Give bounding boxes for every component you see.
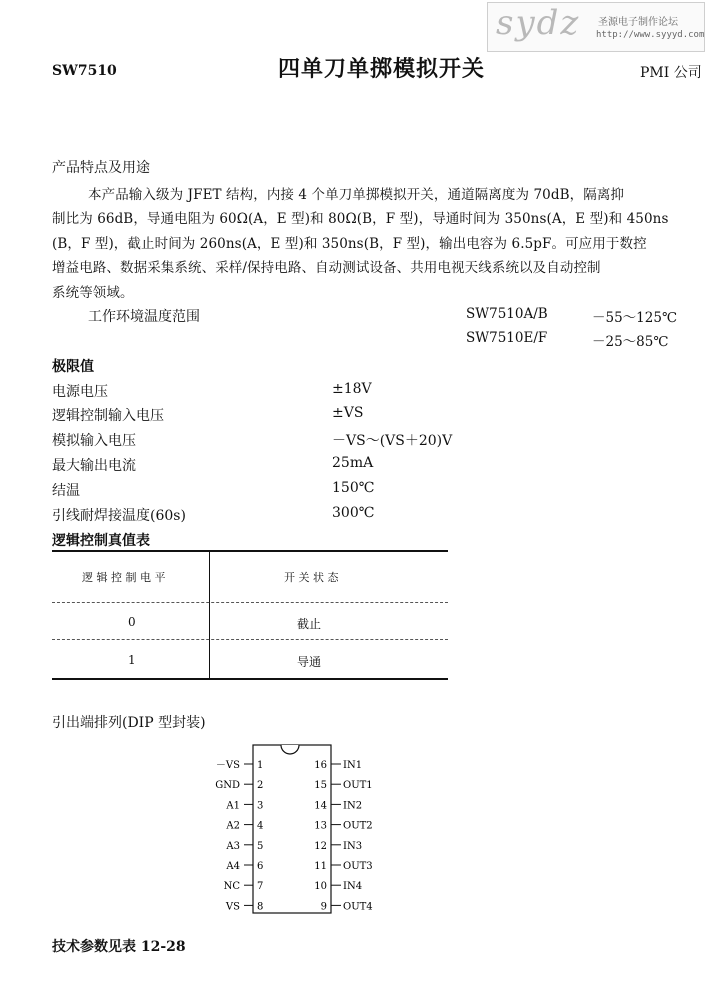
ratings-heading: 极限值 — [52, 359, 94, 375]
rating-value: 300℃ — [332, 505, 375, 521]
pin-name-left: GND — [215, 780, 240, 792]
temperature-label: 工作环境温度范围 — [88, 309, 200, 325]
pin-name-right: OUT2 — [343, 820, 373, 832]
features-line: 制比为 66dB，导通电阻为 60Ω(A，E 型)和 80Ω(B，F 型)，导通时间为 350ns(A，E 型)和 450ns — [52, 211, 669, 227]
footer-note: 技术参数见表 12-28 — [52, 939, 186, 955]
temperature-model: SW7510A/B — [466, 306, 548, 322]
table-cell-state: 截止 — [297, 617, 322, 631]
pin-name-right: IN4 — [343, 881, 363, 893]
pin-number-left: 1 — [257, 760, 264, 771]
pin-number-right: 9 — [320, 901, 327, 913]
watermark-site-name: 圣源电子制作论坛 — [598, 17, 678, 28]
pin-number-left: 4 — [257, 820, 264, 832]
rating-value: ±18V — [332, 381, 372, 397]
rating-label: 逻辑控制输入电压 — [52, 408, 164, 424]
rating-value: 150℃ — [332, 480, 375, 496]
table-rule-header — [52, 602, 448, 604]
table-column-divider — [209, 550, 210, 680]
pin-name-left: A4 — [226, 861, 240, 872]
pin-number-right: 12 — [314, 840, 327, 852]
pin-name-right: OUT3 — [343, 861, 373, 872]
pin-name-left: A3 — [226, 840, 240, 852]
pin-number-left: 6 — [257, 861, 264, 872]
pin-number-right: 15 — [314, 780, 327, 792]
features-heading: 产品特点及用途 — [52, 160, 150, 176]
pin-name-right: IN1 — [343, 760, 363, 771]
pin-name-left: VS — [225, 901, 240, 913]
table-cell-level: 0 — [128, 615, 136, 629]
table-rule-bottom — [52, 678, 448, 680]
pin-number-right: 10 — [314, 881, 327, 893]
features-line: 增益电路、数据采集系统、采样/保持电路、自动测试设备、共用电视天线系统以及自动控制 — [52, 260, 601, 276]
temperature-model: SW7510E/F — [466, 330, 548, 346]
pin-number-left: 7 — [257, 881, 264, 893]
table-rule-middle — [52, 639, 448, 641]
pin-name-left: －VS — [215, 760, 240, 771]
truth-table — [52, 550, 448, 680]
table-cell-level: 1 — [128, 653, 136, 667]
pin-number-right: 16 — [314, 760, 327, 771]
table-rule-top — [52, 550, 448, 552]
pin1-notch — [281, 745, 299, 754]
features-line: (B，F 型)，截止时间为 260ns(A，E 型)和 350ns(B，F 型)，输出电容为 6.5pF。可应用于数控 — [52, 236, 647, 252]
rating-value: ±VS — [332, 405, 364, 421]
temperature-range: －25～85℃ — [592, 334, 669, 350]
rating-value: 25mA — [332, 455, 374, 471]
rating-label: 结温 — [52, 483, 80, 499]
rating-label: 最大输出电流 — [52, 458, 136, 474]
pin-name-right: IN3 — [343, 840, 363, 852]
pin-number-right: 14 — [314, 800, 327, 812]
watermark-url: http://www.syyyd.com — [596, 30, 705, 40]
features-line: 系统等领域。 — [52, 285, 134, 301]
temperature-range: －55～125℃ — [592, 310, 678, 326]
rating-value: －VS～(VS＋20)V — [332, 433, 453, 449]
watermark — [487, 2, 705, 52]
table-cell-state: 导通 — [297, 655, 322, 669]
pin-number-left: 2 — [257, 780, 264, 792]
watermark-logo: sydz — [496, 3, 581, 43]
pin-number-left: 3 — [257, 800, 264, 812]
pin-number-left: 8 — [257, 901, 264, 913]
rating-label: 模拟输入电压 — [52, 433, 136, 449]
ic-body — [253, 745, 331, 913]
company-name: PMI 公司 — [640, 65, 702, 81]
pinout-heading: 引出端排列(DIP 型封装) — [52, 715, 206, 731]
truth-table-heading: 逻辑控制真值表 — [52, 533, 150, 549]
model-number: SW7510 — [52, 63, 117, 79]
pin-number-left: 5 — [257, 840, 264, 852]
pin-name-right: OUT4 — [343, 901, 373, 913]
pin-name-right: IN2 — [343, 800, 363, 812]
table-header-state: 开 关 状 态 — [284, 571, 339, 584]
rating-label: 电源电压 — [52, 384, 108, 400]
page-title: 四单刀单掷模拟开关 — [278, 56, 486, 82]
pin-number-right: 11 — [314, 861, 327, 872]
features-line: 本产品输入级为 JFET 结构，内接 4 个单刀单掷模拟开关，通道隔离度为 70dB，隔离抑 — [88, 187, 625, 203]
pin-name-left: NC — [223, 881, 240, 893]
pin-name-left: A1 — [226, 800, 240, 812]
rating-label: 引线耐焊接温度(60s) — [52, 508, 186, 524]
table-header-level: 逻 辑 控 制 电 平 — [82, 571, 166, 584]
pin-name-left: A2 — [226, 820, 240, 832]
pin-number-right: 13 — [314, 820, 327, 832]
pin-name-right: OUT1 — [343, 780, 373, 792]
